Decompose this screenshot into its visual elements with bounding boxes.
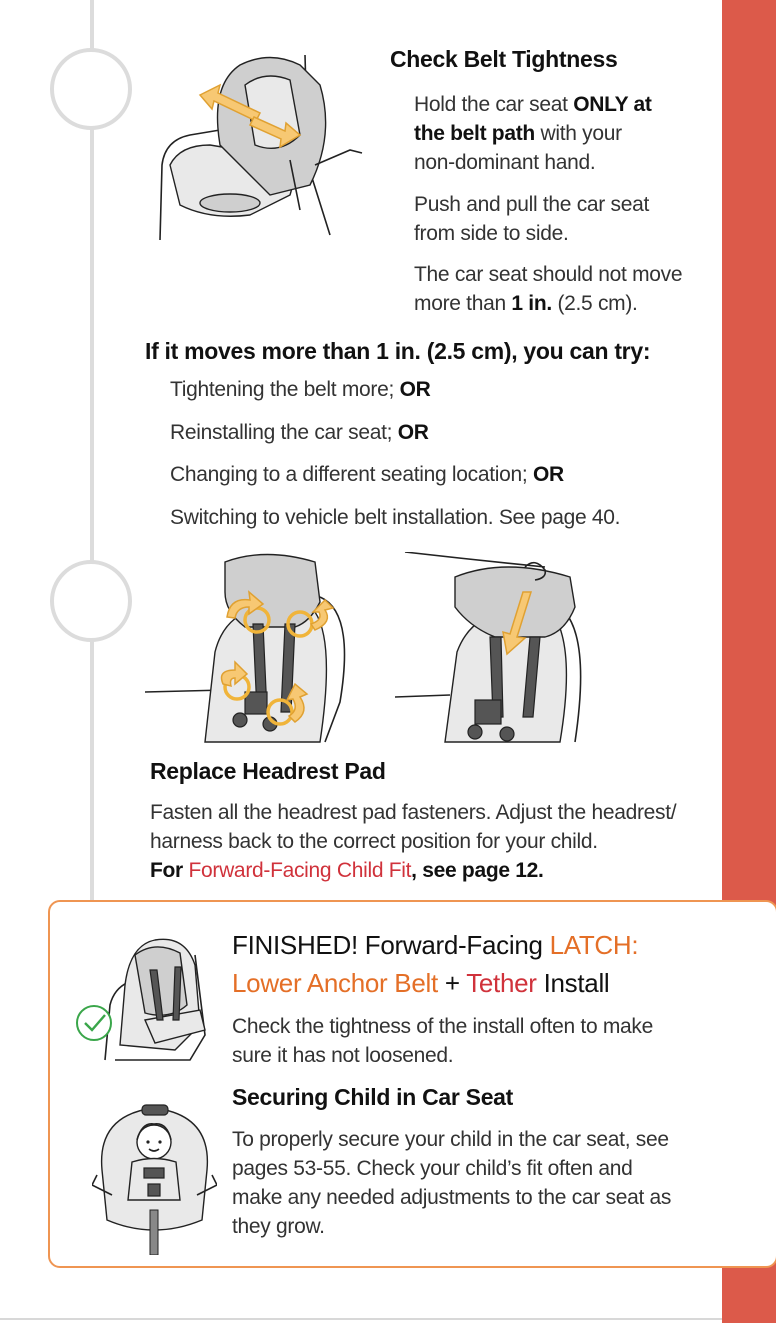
child-in-seat-illustration [92, 1100, 217, 1255]
try-item-3: Changing to a different seating location; OR [170, 463, 564, 486]
securing-child-paragraph: To properly secure your child in the car seat, see pages 53-55. Check your child’s fit often and make any needed adjustments to the car seat as they grow. [232, 1128, 672, 1238]
try-list-heading: If it moves more than 1 in. (2.5 cm), you can try: [145, 338, 651, 364]
check-belt-paragraph-1: Hold the car seat ONLY at the belt path with your non-dominant hand. [414, 93, 652, 174]
check-belt-paragraph-3: The car seat should not move more than 1 in. (2.5 cm). [414, 263, 683, 315]
try-item-4: Switching to vehicle belt installation. See page 40. [170, 506, 621, 529]
installed-car-seat-illustration [75, 925, 215, 1065]
try-item-1: Tightening the belt more; OR [170, 378, 431, 401]
securing-child-title: Securing Child in Car Seat [232, 1084, 514, 1110]
belt-tightness-illustration [150, 45, 365, 245]
headrest-pad-illustration [395, 552, 590, 744]
finished-title-line-2: Lower Anchor Belt + Tether Install [232, 968, 610, 998]
finished-title-line-1: FINISHED! Forward-Facing LATCH: [232, 930, 639, 960]
finished-paragraph: Check the tightness of the install often to make sure it has not loosened. [232, 1015, 654, 1067]
replace-headrest-text: Fasten all the headrest pad fasteners. Adjust the headrest/ harness back to the correct position for your child. For Forward-Facing Child Fit, see page 12. [150, 801, 677, 882]
try-item-2: Reinstalling the car seat; OR [170, 421, 429, 444]
bottom-rule [0, 1318, 722, 1320]
check-mark-icon [76, 1005, 112, 1041]
forward-facing-child-fit-link[interactable]: Forward-Facing Child Fit [188, 859, 412, 882]
check-belt-title: Check Belt Tightness [390, 46, 618, 72]
check-belt-paragraph-2: Push and pull the car seat from side to side. [414, 193, 650, 245]
step-circle-2 [50, 560, 132, 642]
headrest-fasteners-illustration [145, 552, 360, 744]
step-circle-1 [50, 48, 132, 130]
step-timeline [90, 0, 94, 905]
replace-headrest-title: Replace Headrest Pad [150, 758, 386, 784]
